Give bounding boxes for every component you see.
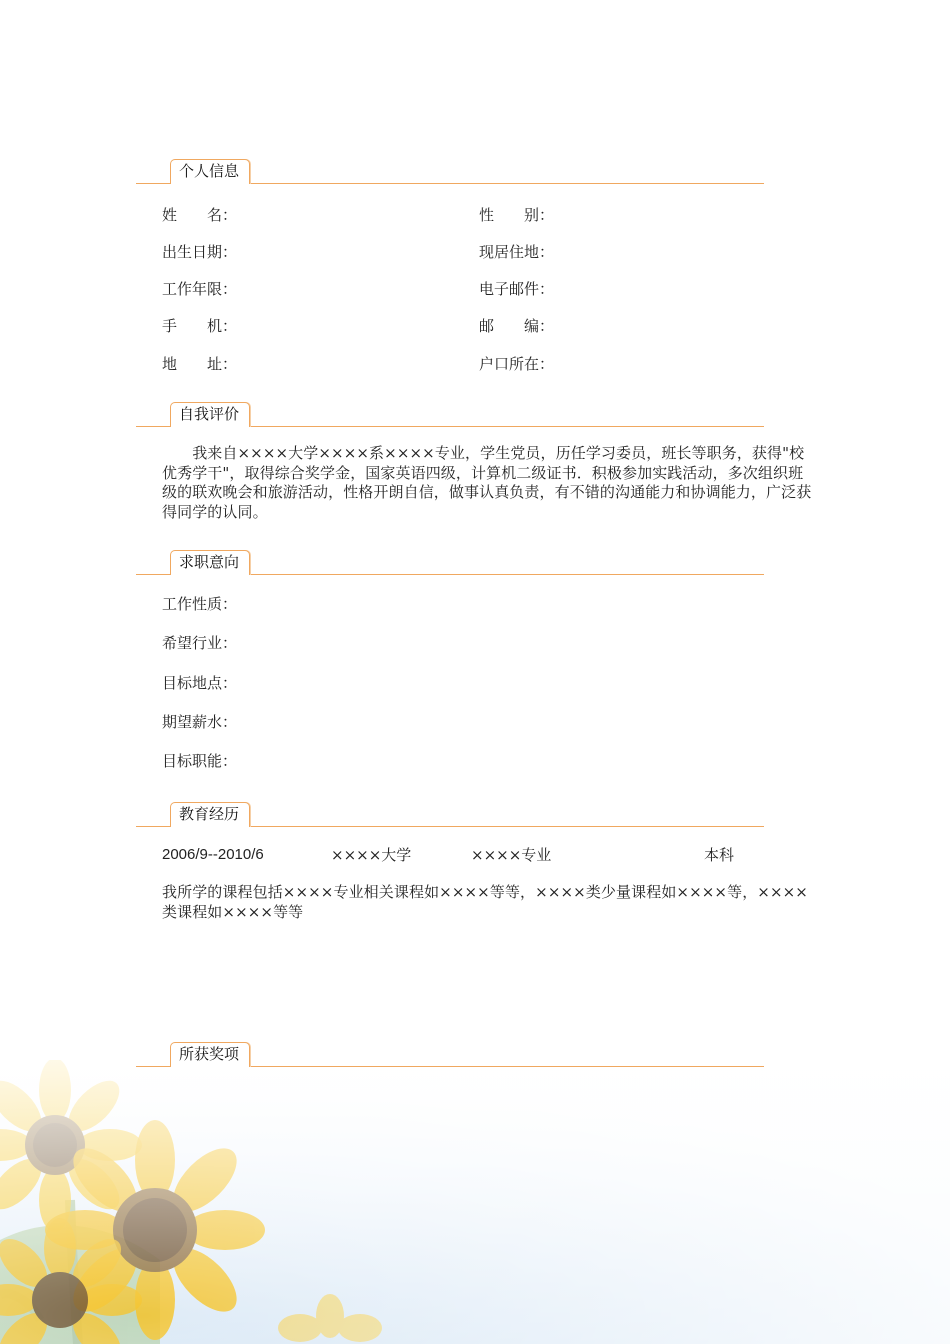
section-header-education bbox=[136, 801, 764, 827]
field-desired-industry: 希望行业： bbox=[162, 634, 238, 652]
field-gender: 性 别： bbox=[479, 206, 555, 224]
sunflower-background bbox=[0, 1060, 950, 1344]
field-name: 姓 名： bbox=[162, 206, 238, 224]
section-header-personal bbox=[136, 158, 764, 184]
field-work-years: 工作年限： bbox=[162, 280, 238, 298]
field-job-nature: 工作性质： bbox=[162, 595, 238, 613]
education-major: ××××专业 bbox=[471, 846, 552, 864]
section-title-job-intent: 求职意向 bbox=[170, 550, 250, 575]
field-residence: 现居住地： bbox=[479, 243, 555, 261]
field-target-function: 目标职能： bbox=[162, 752, 238, 770]
field-address: 地 址： bbox=[162, 355, 238, 373]
field-target-location: 目标地点： bbox=[162, 674, 238, 692]
education-school: ××××大学 bbox=[331, 846, 412, 864]
field-email: 电子邮件： bbox=[479, 280, 555, 298]
field-expected-salary: 期望薪水： bbox=[162, 713, 238, 731]
section-title-awards: 所获奖项 bbox=[170, 1042, 250, 1067]
self-evaluation-text: 我来自××××大学××××系××××专业，学生党员，历任学习委员，班长等职务，获得"校优秀学干"，取得综合奖学金，国家英语四级，计算机二级证书．积极参加实践活动，多次组织班级的联欢晚会和旅游活动，性格开朗自信，做事认真负责，有不错的沟通能力和协调能力，广泛获得同学的认同。 bbox=[162, 444, 812, 521]
section-header-self-evaluation bbox=[136, 401, 764, 427]
field-phone: 手 机： bbox=[162, 317, 238, 335]
education-courses: 我所学的课程包括××××专业相关课程如××××等等，××××类少量课程如××××等，××××类课程如××××等等 bbox=[162, 883, 808, 921]
field-birth-date: 出生日期： bbox=[162, 243, 238, 261]
section-title-personal: 个人信息 bbox=[170, 159, 250, 184]
education-period: 2006/9--2010/6 bbox=[162, 846, 264, 863]
field-hukou: 户口所在： bbox=[479, 355, 555, 373]
section-header-job-intent bbox=[136, 549, 764, 575]
section-title-self-evaluation: 自我评价 bbox=[170, 402, 250, 427]
section-header-awards bbox=[136, 1041, 764, 1067]
section-title-education: 教育经历 bbox=[170, 802, 250, 827]
education-degree: 本科 bbox=[704, 846, 735, 864]
field-postcode: 邮 编： bbox=[479, 317, 555, 335]
